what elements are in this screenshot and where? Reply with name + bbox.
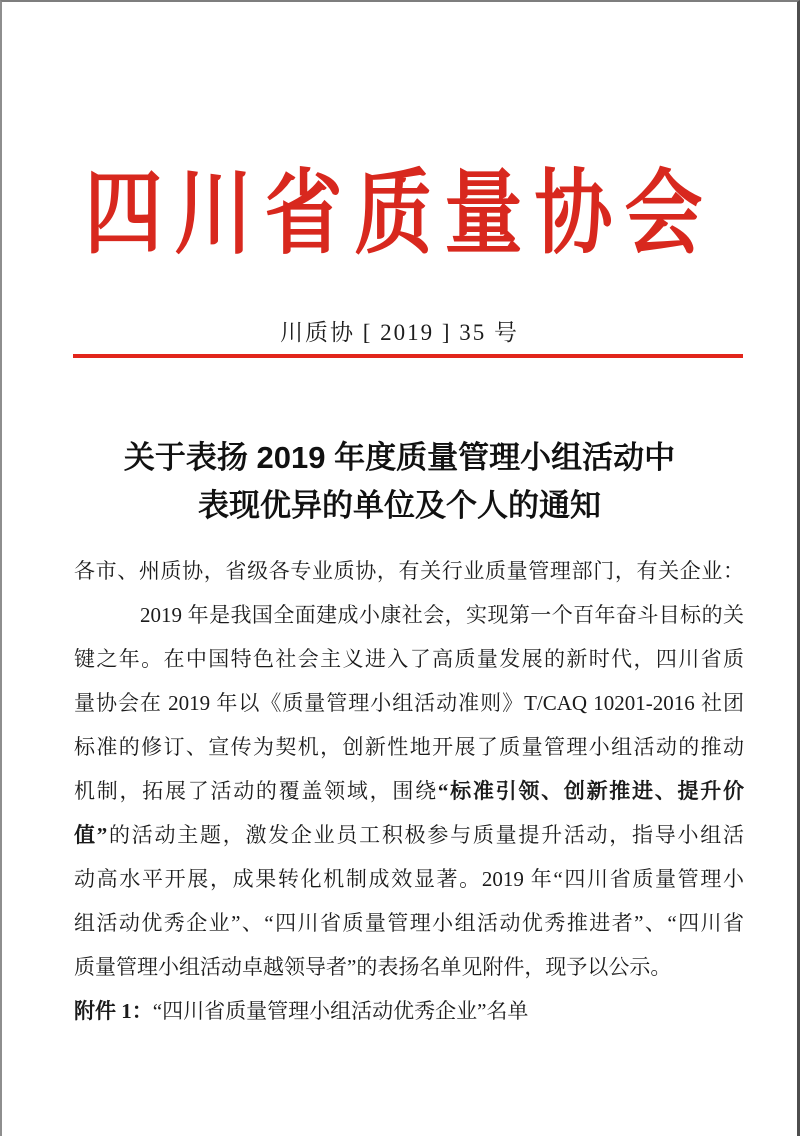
- notice-title-line2: 表现优异的单位及个人的通知: [198, 488, 601, 523]
- body-line: [74, 637, 744, 681]
- body-segment: 质量管理小组活动卓越领导者”的表扬名单见附件，现予以公示。: [74, 955, 672, 979]
- body-text: [74, 549, 744, 1033]
- body-segment: “四川省质量管理小组活动优秀企业”名单: [152, 999, 529, 1023]
- body-segment: 组活动优秀企业”、“四川省质量管理小组活动优秀推进者”、“四川省: [74, 911, 744, 935]
- body-segment-bold: “标准引领、创新推进、提升价: [437, 779, 745, 803]
- body-line: [74, 989, 744, 1033]
- body-line: [74, 857, 744, 901]
- body-line: [74, 945, 744, 989]
- notice-title-line1: 关于表扬 2019 年度质量管理小组活动中: [123, 440, 676, 475]
- body-segment: 机制，拓展了活动的覆盖领域，围绕: [74, 779, 438, 803]
- body-segment: 量协会在 2019 年以《质量管理小组活动准则》T/CAQ 10201-2016 社团: [74, 691, 744, 715]
- body-segment: 动高水平开展，成果转化机制成效显著。2019 年“四川省质量管理小: [74, 867, 744, 891]
- document-number: 川质协 [ 2019 ] 35 号: [279, 320, 520, 345]
- red-header-divider: [73, 354, 743, 358]
- body-segment: 2019 年是我国全面建成小康社会，实现第一个百年奋斗目标的关: [140, 603, 744, 627]
- body-segment-bold: 值”: [74, 823, 108, 847]
- notice-title: [2, 434, 797, 530]
- organization-title: 四川省质量协会: [84, 162, 715, 266]
- body-line: [74, 901, 744, 945]
- body-line: [74, 593, 744, 637]
- body-line: [74, 681, 744, 725]
- body-line: [74, 725, 744, 769]
- body-line: [74, 813, 744, 857]
- body-line: [74, 549, 744, 593]
- body-segment-bold: 附件 1：: [74, 999, 153, 1023]
- body-segment: 标准的修订、宣传为契机，创新性地开展了质量管理小组活动的推动: [74, 735, 744, 759]
- body-line: [74, 769, 744, 813]
- body-segment: 键之年。在中国特色社会主义进入了高质量发展的新时代，四川省质: [74, 647, 744, 671]
- body-segment: 的活动主题，激发企业员工积极参与质量提升活动，指导小组活: [107, 823, 745, 847]
- body-segment: 各市、州质协，省级各专业质协，有关行业质量管理部门，有关企业：: [74, 559, 744, 583]
